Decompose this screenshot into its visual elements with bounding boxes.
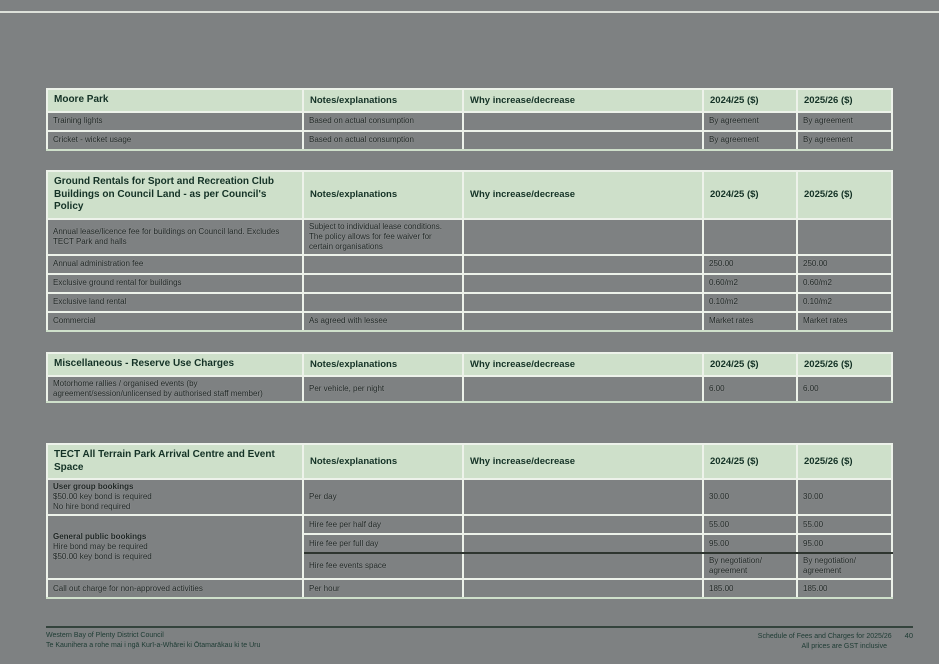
table-title: Ground Rentals for Sport and Recreation Club Buildings on Council Land - as per Council's Policy [47, 171, 303, 219]
cell-text: 95.00 [709, 538, 730, 548]
why-cell [463, 219, 703, 255]
column-header: 2025/26 ($) [797, 89, 892, 112]
notes-cell [303, 255, 463, 274]
notes-cell [303, 515, 463, 534]
header-row [47, 89, 892, 112]
cell-text: 185.00 [709, 583, 734, 593]
row-label-cell [47, 293, 303, 312]
cell-text: 185.00 [803, 583, 828, 593]
cell-text: Training lights [53, 116, 103, 125]
column-header: 2025/26 ($) [797, 353, 892, 376]
column-header: Notes/explanations [303, 444, 463, 479]
table-row [47, 293, 892, 312]
cell-text: Per vehicle, per night [309, 383, 385, 393]
row-label-cell [47, 515, 303, 579]
cell-text: General public bookings [53, 532, 147, 541]
value-2024-25-cell [703, 376, 797, 402]
value-2024-25-cell [703, 515, 797, 534]
cell-text: 250.00 [803, 259, 828, 268]
cell-text: 0.60/m2 [709, 278, 738, 287]
why-cell [463, 312, 703, 331]
cell-text: By agreement [709, 135, 759, 144]
cell-text: Subject to individual lease conditions. The policy allows for fee waiver for certain organisations [309, 221, 442, 251]
table-row [47, 312, 892, 331]
cell-text: 55.00 [803, 519, 824, 529]
notes-cell [303, 131, 463, 150]
table-title: Miscellaneous - Reserve Use Charges [47, 353, 303, 376]
notes-cell [303, 376, 463, 402]
value-2025-26-cell [797, 131, 892, 150]
cell-text: $50.00 key bond is required [53, 492, 152, 501]
cell-text: Per day [309, 492, 337, 501]
cell-text: 30.00 [709, 492, 730, 501]
table-miscellaneous-reserve-use [46, 352, 891, 403]
footer-council-block [46, 631, 260, 651]
why-cell [463, 579, 703, 598]
table-row [47, 515, 892, 534]
cell-text: 6.00 [709, 383, 725, 393]
cell-text: Call out charge for non-approved activities [53, 583, 203, 593]
notes-cell [303, 312, 463, 331]
cell-text: As agreed with lessee [309, 316, 388, 325]
column-header: Notes/explanations [303, 171, 463, 219]
why-cell [463, 376, 703, 402]
value-2024-25-cell [703, 553, 797, 579]
cell-text: Market rates [709, 316, 754, 325]
value-2025-26-cell [797, 293, 892, 312]
cell-text: Exclusive land rental [53, 297, 127, 306]
value-2024-25-cell [703, 534, 797, 553]
value-2024-25-cell [703, 219, 797, 255]
cell-text: No hire bond required [53, 502, 131, 511]
row-label-cell [47, 112, 303, 131]
column-header: Notes/explanations [303, 353, 463, 376]
value-2025-26-cell [797, 112, 892, 131]
table-row [47, 274, 892, 293]
cell-text: User group bookings [53, 482, 134, 491]
value-2025-26-cell [797, 219, 892, 255]
row-label-cell [47, 579, 303, 598]
value-2024-25-cell [703, 312, 797, 331]
value-2025-26-cell [797, 479, 892, 515]
why-cell [463, 112, 703, 131]
cell-text: 30.00 [803, 492, 824, 501]
value-2025-26-cell [797, 312, 892, 331]
value-2025-26-cell [797, 255, 892, 274]
value-2025-26-cell [797, 579, 892, 598]
row-label-cell [47, 219, 303, 255]
cell-text: Motorhome rallies / organised events (by agreement/session/unlicensed by authorised staff member) [53, 378, 263, 398]
cell-text: Hire fee per full day [309, 538, 379, 548]
why-cell [463, 553, 703, 579]
row-label-cell [47, 274, 303, 293]
fees-table [46, 443, 893, 599]
row-label-cell [47, 479, 303, 515]
value-2024-25-cell [703, 112, 797, 131]
footer-document-block [758, 631, 913, 652]
header-row [47, 353, 892, 376]
footer-divider [46, 626, 913, 628]
footer-council-name: Western Bay of Plenty District Council [46, 632, 164, 639]
cell-text: Cricket - wicket usage [53, 135, 132, 144]
cell-text: Annual lease/licence fee for buildings on Council land. Excludes TECT Park and halls [53, 226, 280, 246]
why-cell [463, 131, 703, 150]
cell-text: Annual administration fee [53, 259, 144, 268]
column-header: Why increase/decrease [463, 353, 703, 376]
footer-gst-note: All prices are GST inclusive [801, 643, 887, 651]
notes-cell [303, 479, 463, 515]
table-moore-park [46, 88, 891, 151]
row-label-cell [47, 255, 303, 274]
cell-text: By negotiation/ agreement [709, 556, 762, 575]
cell-text: Per hour [309, 583, 340, 593]
cell-text: Hire fee per half day [309, 519, 382, 529]
cell-text: By agreement [709, 116, 759, 125]
why-cell [463, 274, 703, 293]
table-row [47, 219, 892, 255]
cell-text: By agreement [803, 135, 853, 144]
cell-text: Based on actual consumption [309, 135, 414, 144]
column-header: 2025/26 ($) [797, 171, 892, 219]
footer-page-number: 40 [904, 631, 913, 640]
cell-text: Based on actual consumption [309, 116, 414, 125]
fees-table [46, 88, 893, 151]
cell-text: Exclusive ground rental for buildings [53, 278, 182, 287]
fees-table [46, 352, 893, 403]
cell-text: Hire bond may be required [53, 542, 148, 551]
cell-text: 6.00 [803, 383, 819, 393]
table-row [47, 579, 892, 598]
cell-text: 0.10/m2 [803, 297, 832, 306]
column-header: Why increase/decrease [463, 89, 703, 112]
column-header: 2024/25 ($) [703, 353, 797, 376]
notes-cell [303, 112, 463, 131]
table-row [47, 131, 892, 150]
value-2024-25-cell [703, 274, 797, 293]
cell-text: 0.10/m2 [709, 297, 738, 306]
header-row [47, 444, 892, 479]
notes-cell [303, 219, 463, 255]
column-header: 2024/25 ($) [703, 89, 797, 112]
page-top-divider [0, 11, 939, 13]
cell-text: 55.00 [709, 519, 730, 529]
table-title: TECT All Terrain Park Arrival Centre and Event Space [47, 444, 303, 479]
notes-cell [303, 274, 463, 293]
notes-cell [303, 579, 463, 598]
column-header: 2024/25 ($) [703, 171, 797, 219]
why-cell [463, 534, 703, 553]
row-label-cell [47, 131, 303, 150]
column-header: 2024/25 ($) [703, 444, 797, 479]
fees-table [46, 170, 893, 332]
table-row [47, 479, 892, 515]
table-row [47, 255, 892, 274]
value-2024-25-cell [703, 131, 797, 150]
header-row [47, 171, 892, 219]
row-label-cell [47, 312, 303, 331]
why-cell [463, 479, 703, 515]
cell-text: By agreement [803, 116, 853, 125]
value-2024-25-cell [703, 293, 797, 312]
column-header: Why increase/decrease [463, 444, 703, 479]
cell-text: 0.60/m2 [803, 278, 832, 287]
table-tect-all-terrain-park [46, 443, 891, 599]
cell-text: 250.00 [709, 259, 734, 268]
cell-text: 95.00 [803, 538, 824, 548]
footer-maori-name: Te Kaunihera a rohe mai i ngā Kurī-a-Whārei ki Ōtamarākau ki te Uru [46, 642, 261, 650]
table-ground-rentals [46, 170, 891, 332]
value-2025-26-cell [797, 376, 892, 402]
value-2024-25-cell [703, 479, 797, 515]
notes-cell [303, 293, 463, 312]
value-2025-26-cell [797, 274, 892, 293]
cell-text: $50.00 key bond is required [53, 552, 152, 561]
value-2025-26-cell [797, 534, 892, 553]
value-2025-26-cell [797, 515, 892, 534]
page-footer [46, 631, 913, 652]
notes-cell [303, 553, 463, 579]
row-label-cell [47, 376, 303, 402]
value-2024-25-cell [703, 255, 797, 274]
value-2025-26-cell [797, 553, 892, 579]
column-header: Why increase/decrease [463, 171, 703, 219]
why-cell [463, 515, 703, 534]
table-row [47, 112, 892, 131]
column-header: 2025/26 ($) [797, 444, 892, 479]
cell-text: Hire fee events space [309, 561, 387, 570]
table-title: Moore Park [47, 89, 303, 112]
value-2024-25-cell [703, 579, 797, 598]
notes-cell [303, 534, 463, 553]
why-cell [463, 255, 703, 274]
cell-text: Market rates [803, 316, 848, 325]
footer-doc-title: Schedule of Fees and Charges for 2025/26 [757, 633, 892, 640]
cell-text: By negotiation/ agreement [803, 556, 856, 575]
column-header: Notes/explanations [303, 89, 463, 112]
why-cell [463, 293, 703, 312]
cell-text: Commercial [53, 316, 96, 325]
table-row [47, 376, 892, 402]
